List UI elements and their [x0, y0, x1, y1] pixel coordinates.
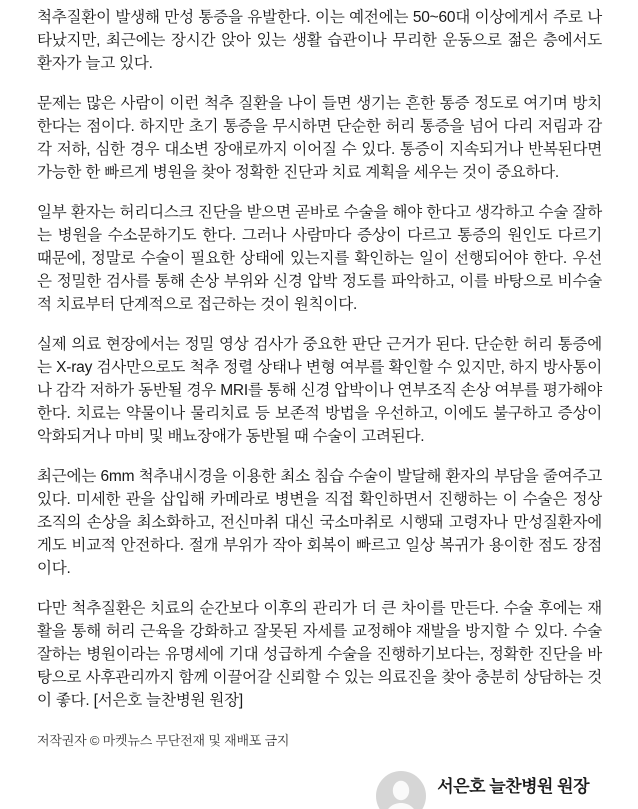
copyright-notice: 저작권자 © 마켓뉴스 무단전재 및 재배포 금지 [37, 733, 290, 748]
author-byline[interactable] [37, 771, 602, 809]
article-paragraph: 척추질환이 발생해 만성 통증을 유발한다. 이는 예전에는 50~60대 이상에게서 주로 나타났지만, 최근에는 장시간 앉아 있는 생활 습관이나 무리한 운동으로 젊은 층에서도 환자가 늘고 있다. [37, 9, 602, 72]
article-paragraph: 다만 척추질환은 치료의 순간보다 이후의 관리가 더 큰 차이를 만든다. 수술 후에는 재활을 통해 허리 근육을 강화하고 잘못된 자세를 교정해야 재발을 방지할 수 있다. 수술 잘하는 병원이라는 유명세에 기대 성급하게 수술을 진행하기보다는, 정확한 진단을 바탕으로 사후관리까지 함께 이끌어갈 신뢰할 수 있는 의료진을 찾아 충분히 상담하는 것이 좋다. [서은호 늘찬병원 원장] [37, 600, 602, 709]
author-name[interactable]: 서은호 늘찬병원 원장 [437, 777, 589, 796]
article-paragraph: 최근에는 6mm 척추내시경을 이용한 최소 침습 수술이 발달해 환자의 부담을 줄여주고 있다. 미세한 관을 삽입해 카메라로 병변을 직접 확인하면서 진행하는 이 수술은 정상 조직의 손상을 최소화하고, 전신마취 대신 국소마취로 시행돼 고령자나 만성질환자에게도 비교적 안전하다. 절개 부위가 작아 회복이 빠르고 일상 복귀가 용이한 점도 장점이다. [37, 468, 602, 577]
person-silhouette-icon [376, 771, 426, 809]
article-paragraph: 일부 환자는 허리디스크 진단을 받으면 곧바로 수술을 해야 한다고 생각하고 수술 잘하는 병원을 수소문하기도 한다. 그러나 사람마다 증상이 다르고 통증의 원인도 다르기 때문에, 정말로 수술이 필요한 상태에 있는지를 확인하는 일이 선행되어야 한다. 우선은 정밀한 검사를 통해 손상 부위와 신경 압박 정도를 파악하고, 이를 바탕으로 비수술적 치료부터 단계적으로 접근하는 것이 원칙이다. [37, 204, 602, 313]
article-paragraph: 실제 의료 현장에서는 정밀 영상 검사가 중요한 판단 근거가 된다. 단순한 허리 통증에는 X-ray 검사만으로도 척추 정렬 상태나 변형 여부를 확인할 수 있지만, 하지 방사통이나 감각 저하가 동반될 경우 MRI를 통해 신경 압박이나 연부조직 손상 여부를 평가해야 한다. 치료는 약물이나 물리치료 등 보존적 방법을 우선하고, 이에도 불구하고 증상이 악화되거나 마비 및 배뇨장애가 동반될 때 수술이 고려된다. [37, 336, 602, 445]
article-paragraph: 문제는 많은 사람이 이런 척추 질환을 나이 들면 생기는 흔한 통증 정도로 여기며 방치한다는 점이다. 하지만 초기 통증을 무시하면 단순한 허리 통증을 넘어 다리 저림과 감각 저하, 심한 경우 대소변 장애로까지 이어질 수 있다. 통증이 지속되거나 반복된다면 가능한 한 빠르게 병원을 찾아 정확한 진단과 치료 계획을 세우는 것이 중요하다. [37, 95, 602, 181]
article-body [37, 6, 602, 809]
author-avatar[interactable] [376, 771, 426, 809]
